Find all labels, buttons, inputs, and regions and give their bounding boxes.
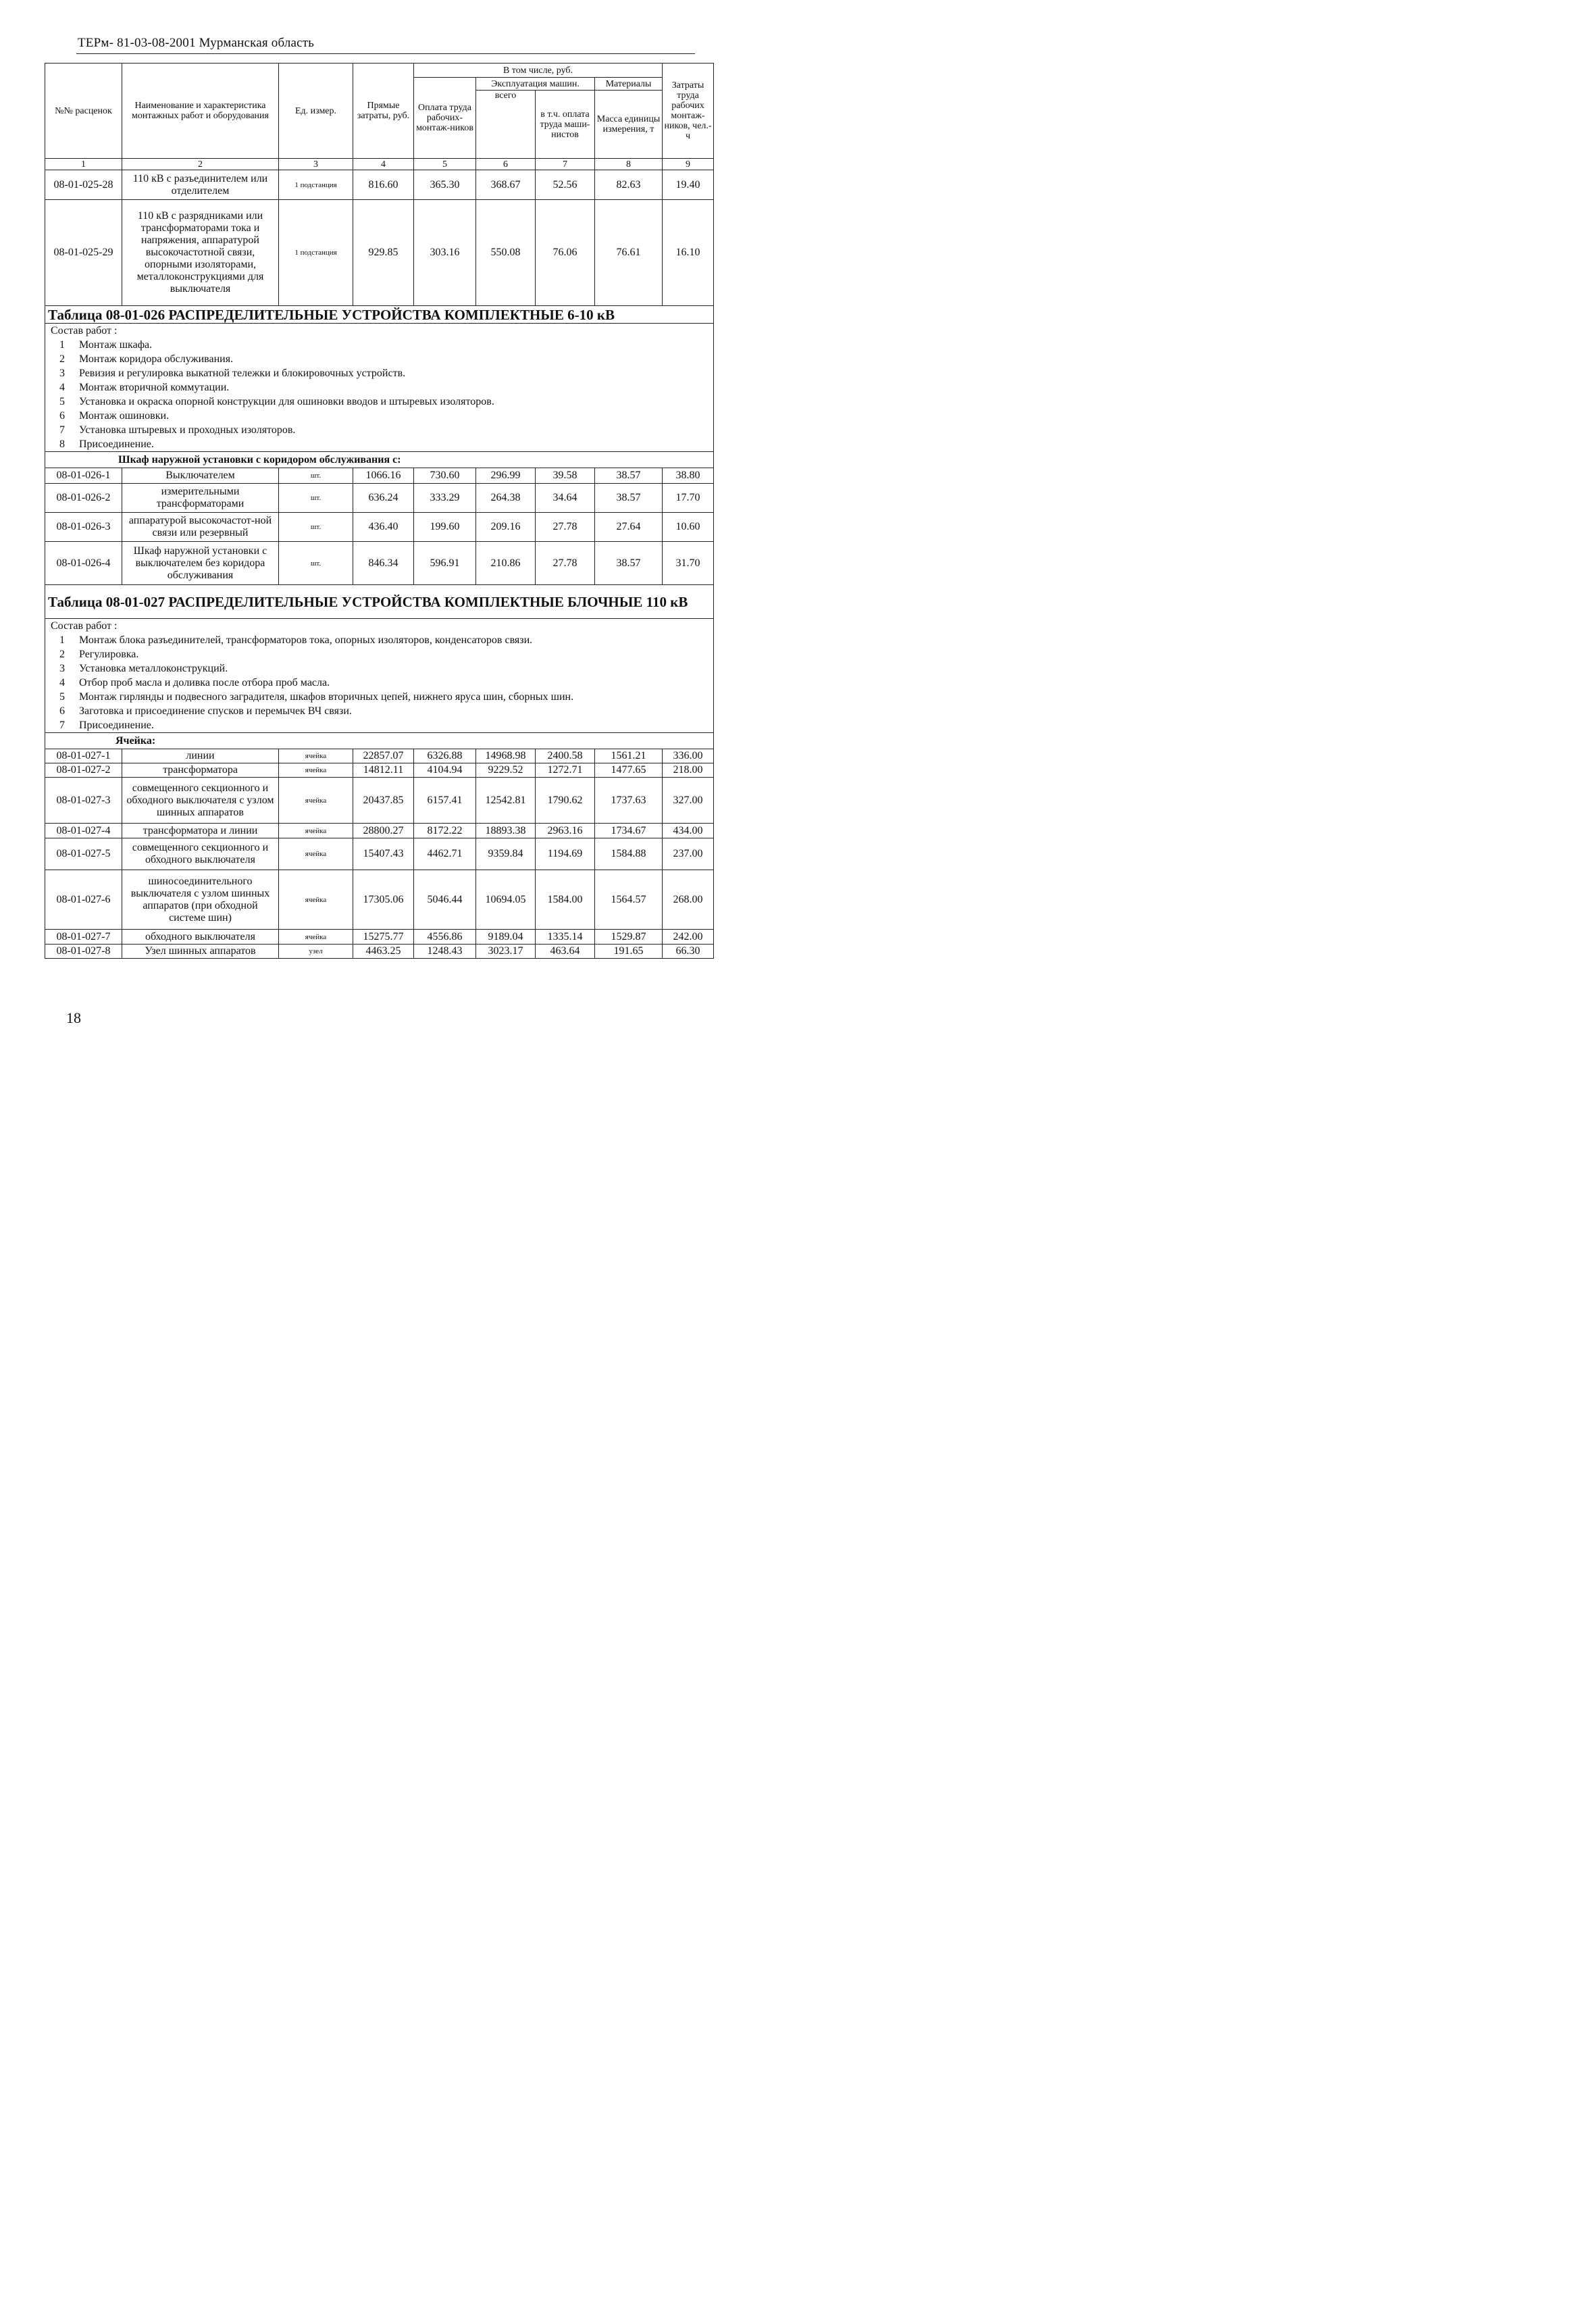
labor: 16.10: [663, 200, 714, 306]
table-row: [45, 778, 714, 824]
machines-total: 210.86: [476, 542, 536, 585]
labor: 268.00: [663, 870, 714, 930]
list-item: [45, 380, 713, 395]
rate-name: трансформатора: [122, 763, 279, 778]
direct-costs: 929.85: [353, 200, 414, 306]
col-number: 4: [353, 159, 414, 170]
item-number: 2: [59, 649, 65, 660]
direct-costs: 436.40: [353, 513, 414, 542]
materials: 38.57: [595, 484, 663, 513]
wages: 333.29: [414, 484, 476, 513]
direct-costs: 1066.16: [353, 468, 414, 484]
rate-name: совмещенного секционного и обходного выключателя: [122, 838, 279, 870]
table-row: [45, 513, 714, 542]
labor: 327.00: [663, 778, 714, 824]
direct-costs: 14812.11: [353, 763, 414, 778]
item-text: Монтаж шкафа.: [79, 339, 153, 351]
item-number: 3: [59, 663, 65, 674]
rate-code: 08-01-027-2: [45, 763, 122, 778]
labor: 10.60: [663, 513, 714, 542]
rate-name: обходного выключателя: [122, 930, 279, 945]
labor: 17.70: [663, 484, 714, 513]
rate-name: Узел шинных аппаратов: [122, 945, 279, 959]
materials: 1737.63: [595, 778, 663, 824]
item-text: Монтаж блока разъединителей, трансформаторов тока, опорных изоляторов, конденсаторов связи.: [79, 634, 533, 646]
direct-costs: 846.34: [353, 542, 414, 585]
col-machines-wages-header: в т.ч. оплата труда маши-нистов: [536, 91, 595, 159]
item-number: 7: [59, 720, 65, 731]
composition-label: Состав работ :: [51, 620, 118, 632]
item-text: Заготовка и присоединение спусков и перемычек ВЧ связи.: [79, 705, 352, 717]
machines-wages: 2963.16: [536, 824, 595, 838]
composition-label: Состав работ :: [51, 325, 118, 336]
machines-wages: 34.64: [536, 484, 595, 513]
labor: 66.30: [663, 945, 714, 959]
direct-costs: 28800.27: [353, 824, 414, 838]
col-mass-header: Масса единицы измерения, т: [595, 91, 663, 159]
rate-name: измерительными трансформаторами: [122, 484, 279, 513]
rate-name: Выключателем: [122, 468, 279, 484]
labor: 218.00: [663, 763, 714, 778]
labor: 19.40: [663, 170, 714, 200]
list-item: [45, 661, 713, 676]
direct-costs: 22857.07: [353, 749, 414, 763]
machines-total: 368.67: [476, 170, 536, 200]
direct-costs: 17305.06: [353, 870, 414, 930]
direct-costs: 15275.77: [353, 930, 414, 945]
labor: 38.80: [663, 468, 714, 484]
col-materials-header: Материалы: [595, 78, 663, 91]
col-unit-header: Ед. измер.: [279, 64, 353, 159]
materials: 38.57: [595, 468, 663, 484]
rate-name: аппаратурой высокочастот-ной связи или резервный: [122, 513, 279, 542]
item-text: Установка металлоконструкций.: [79, 663, 228, 674]
col-number: 3: [279, 159, 353, 170]
col-direct-header: Прямые затраты, руб.: [353, 64, 414, 159]
rate-unit: шт.: [279, 484, 353, 513]
item-text: Регулировка.: [79, 649, 139, 660]
table-row: [45, 930, 714, 945]
rate-code: 08-01-025-29: [45, 200, 122, 306]
rate-name: 110 кВ с разрядниками или трансформаторами тока и напряжения, аппаратурой высокочастотной связи, опорными изоляторами, металлоконструкциями для выключателя: [122, 200, 279, 306]
item-number: 4: [59, 382, 65, 393]
wages: 365.30: [414, 170, 476, 200]
page-number: 18: [66, 1009, 81, 1026]
machines-total: 18893.38: [476, 824, 536, 838]
rate-code: 08-01-027-7: [45, 930, 122, 945]
labor: 242.00: [663, 930, 714, 945]
list-item: [45, 676, 713, 690]
machines-wages: 1335.14: [536, 930, 595, 945]
machines-total: 209.16: [476, 513, 536, 542]
machines-total: 9359.84: [476, 838, 536, 870]
direct-costs: 816.60: [353, 170, 414, 200]
item-number: 7: [59, 424, 65, 436]
rates-table: [45, 63, 714, 959]
rate-code: 08-01-027-1: [45, 749, 122, 763]
table-row: [45, 749, 714, 763]
rate-unit: узел: [279, 945, 353, 959]
materials: 38.57: [595, 542, 663, 585]
wages: 6326.88: [414, 749, 476, 763]
rate-unit: шт.: [279, 542, 353, 585]
rate-unit: ячейка: [279, 838, 353, 870]
item-text: Ревизия и регулировка выкатной тележки и блокировочных устройств.: [79, 368, 406, 379]
materials: 1529.87: [595, 930, 663, 945]
wages: 4104.94: [414, 763, 476, 778]
machines-total: 550.08: [476, 200, 536, 306]
rate-unit: 1 подстанция: [279, 200, 353, 306]
machines-wages: 1790.62: [536, 778, 595, 824]
direct-costs: 15407.43: [353, 838, 414, 870]
item-text: Установка и окраска опорной конструкции для ошиновки вводов и штыревых изоляторов.: [79, 396, 494, 407]
col-machines-total-header: всего: [476, 91, 536, 159]
direct-costs: 4463.25: [353, 945, 414, 959]
rate-code: 08-01-026-2: [45, 484, 122, 513]
column-numbers-row: [45, 159, 714, 170]
table-row: [45, 200, 714, 306]
labor: 31.70: [663, 542, 714, 585]
list-item: [45, 647, 713, 661]
wages: 8172.22: [414, 824, 476, 838]
item-text: Монтаж гирлянды и подвесного заградителя, шкафов вторичных цепей, нижнего яруса шин, сборных шин.: [79, 691, 574, 703]
machines-total: 9229.52: [476, 763, 536, 778]
materials: 1477.65: [595, 763, 663, 778]
machines-wages: 2400.58: [536, 749, 595, 763]
rate-code: 08-01-025-28: [45, 170, 122, 200]
materials: 1561.21: [595, 749, 663, 763]
rate-code: 08-01-027-4: [45, 824, 122, 838]
list-item: [45, 338, 713, 352]
item-number: 5: [59, 396, 65, 407]
list-item: [45, 395, 713, 409]
table-row: [45, 468, 714, 484]
wages: 5046.44: [414, 870, 476, 930]
table-row: [45, 945, 714, 959]
materials: 1584.88: [595, 838, 663, 870]
materials: 82.63: [595, 170, 663, 200]
col-wages-header: Оплата труда рабочих-монтаж-ников: [414, 78, 476, 159]
materials: 76.61: [595, 200, 663, 306]
wages: 199.60: [414, 513, 476, 542]
materials: 1734.67: [595, 824, 663, 838]
item-number: 5: [59, 691, 65, 703]
materials: 27.64: [595, 513, 663, 542]
col-number: 8: [595, 159, 663, 170]
table-row: [45, 484, 714, 513]
col-machines-header: Эксплуатация машин.: [476, 78, 595, 91]
col-number: 2: [122, 159, 279, 170]
col-number: 1: [45, 159, 122, 170]
machines-total: 9189.04: [476, 930, 536, 945]
rate-unit: ячейка: [279, 824, 353, 838]
item-text: Отбор проб масла и доливка после отбора проб масла.: [79, 677, 330, 688]
item-number: 6: [59, 410, 65, 422]
item-text: Монтаж вторичной коммутации.: [79, 382, 230, 393]
list-item: [45, 718, 713, 732]
col-incl-header: В том числе, руб.: [414, 64, 663, 78]
rate-code: 08-01-026-1: [45, 468, 122, 484]
machines-wages: 1272.71: [536, 763, 595, 778]
item-text: Монтаж ошиновки.: [79, 410, 170, 422]
item-text: Присоединение.: [79, 720, 154, 731]
rate-unit: шт.: [279, 513, 353, 542]
machines-wages: 76.06: [536, 200, 595, 306]
col-number: 6: [476, 159, 536, 170]
table-row: [45, 838, 714, 870]
materials: 1564.57: [595, 870, 663, 930]
table-026-title: Таблица 08-01-026 РАСПРЕДЕЛИТЕЛЬНЫЕ УСТРОЙСТВА КОМПЛЕКТНЫЕ 6-10 кВ: [45, 306, 714, 324]
item-number: 1: [59, 339, 65, 351]
wages: 303.16: [414, 200, 476, 306]
rate-code: 08-01-027-8: [45, 945, 122, 959]
labor: 434.00: [663, 824, 714, 838]
item-number: 1: [59, 634, 65, 646]
rate-code: 08-01-026-4: [45, 542, 122, 585]
table-027-title: Таблица 08-01-027 РАСПРЕДЕЛИТЕЛЬНЫЕ УСТРОЙСТВА КОМПЛЕКТНЫЕ БЛОЧНЫЕ 110 кВ: [45, 585, 714, 619]
table-row: [45, 170, 714, 200]
item-text: Присоединение.: [79, 438, 154, 450]
machines-wages: 1584.00: [536, 870, 595, 930]
rate-name: трансформатора и линии: [122, 824, 279, 838]
machines-total: 12542.81: [476, 778, 536, 824]
labor: 336.00: [663, 749, 714, 763]
rate-unit: ячейка: [279, 778, 353, 824]
wages: 1248.43: [414, 945, 476, 959]
item-text: Установка штыревых и проходных изоляторов.: [79, 424, 296, 436]
rate-name: Шкаф наружной установки с выключателем без коридора обслуживания: [122, 542, 279, 585]
list-item: [45, 690, 713, 704]
rate-unit: ячейка: [279, 930, 353, 945]
rate-unit: ячейка: [279, 749, 353, 763]
list-item: [45, 423, 713, 437]
list-item: [45, 437, 713, 451]
machines-wages: 27.78: [536, 513, 595, 542]
rate-name: совмещенного секционного и обходного выключателя с узлом шинных аппаратов: [122, 778, 279, 824]
table-row: [45, 824, 714, 838]
rate-code: 08-01-026-3: [45, 513, 122, 542]
rate-unit: шт.: [279, 468, 353, 484]
col-code-header: №№ расценок: [45, 64, 122, 159]
materials: 191.65: [595, 945, 663, 959]
list-item: [45, 409, 713, 423]
table-026-composition: [45, 324, 713, 451]
item-number: 8: [59, 438, 65, 450]
machines-total: 14968.98: [476, 749, 536, 763]
item-number: 2: [59, 353, 65, 365]
machines-wages: 27.78: [536, 542, 595, 585]
col-number: 9: [663, 159, 714, 170]
header-rule: [76, 53, 695, 54]
table-row: [45, 763, 714, 778]
machines-wages: 39.58: [536, 468, 595, 484]
direct-costs: 636.24: [353, 484, 414, 513]
list-item: [45, 366, 713, 380]
item-text: Монтаж коридора обслуживания.: [79, 353, 234, 365]
rate-unit: ячейка: [279, 870, 353, 930]
table-row: [45, 870, 714, 930]
wages: 6157.41: [414, 778, 476, 824]
machines-wages: 52.56: [536, 170, 595, 200]
rate-name: 110 кВ с разъединителем или отделителем: [122, 170, 279, 200]
machines-wages: 1194.69: [536, 838, 595, 870]
machines-wages: 463.64: [536, 945, 595, 959]
machines-total: 10694.05: [476, 870, 536, 930]
labor: 237.00: [663, 838, 714, 870]
list-item: [45, 633, 713, 647]
rate-name: шиносоединительного выключателя с узлом шинных аппаратов (при обходной системе шин): [122, 870, 279, 930]
wages: 596.91: [414, 542, 476, 585]
item-number: 4: [59, 677, 65, 688]
machines-total: 264.38: [476, 484, 536, 513]
wages: 730.60: [414, 468, 476, 484]
rate-unit: ячейка: [279, 763, 353, 778]
table-027-subheading: Ячейка:: [45, 733, 714, 749]
table-row: [45, 542, 714, 585]
item-number: 6: [59, 705, 65, 717]
rate-code: 08-01-027-5: [45, 838, 122, 870]
rate-unit: 1 подстанция: [279, 170, 353, 200]
table-027-composition: [45, 619, 713, 732]
col-number: 5: [414, 159, 476, 170]
rate-name: линии: [122, 749, 279, 763]
page-header: ТЕРм- 81-03-08-2001 Мурманская область: [78, 36, 315, 50]
direct-costs: 20437.85: [353, 778, 414, 824]
list-item: [45, 352, 713, 366]
wages: 4556.86: [414, 930, 476, 945]
list-item: [45, 704, 713, 718]
table-026-subheading: Шкаф наружной установки с коридором обслуживания с:: [45, 452, 714, 468]
col-labor-header: Затраты труда рабочих монтаж-ников, чел.-ч: [663, 64, 714, 159]
rate-code: 08-01-027-6: [45, 870, 122, 930]
col-name-header: Наименование и характеристика монтажных работ и оборудования: [122, 64, 279, 159]
item-number: 3: [59, 368, 65, 379]
machines-total: 296.99: [476, 468, 536, 484]
machines-total: 3023.17: [476, 945, 536, 959]
col-number: 7: [536, 159, 595, 170]
rate-code: 08-01-027-3: [45, 778, 122, 824]
wages: 4462.71: [414, 838, 476, 870]
